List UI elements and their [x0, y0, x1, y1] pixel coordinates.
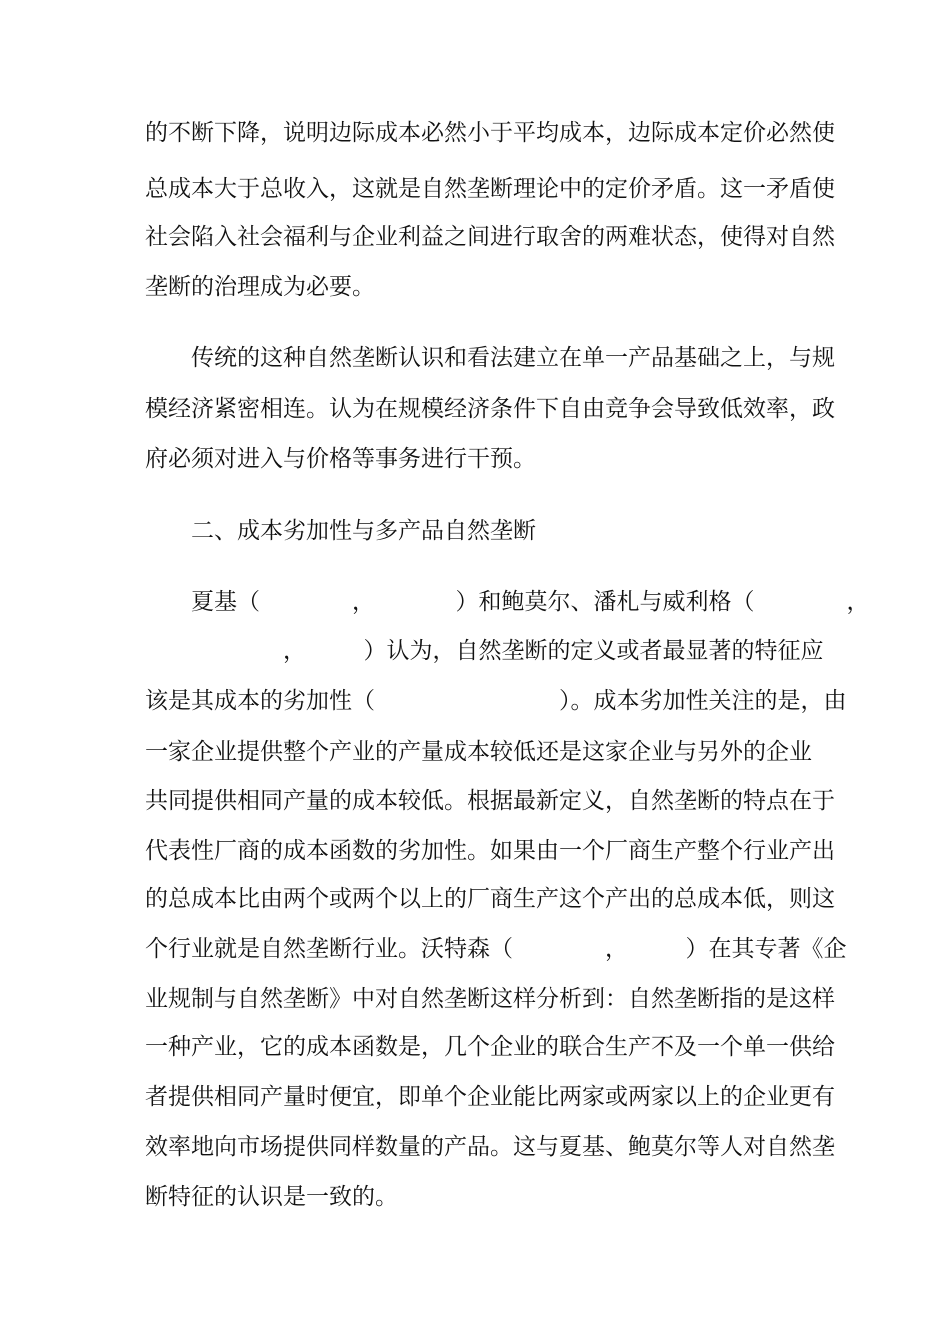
paragraph-3-line-8: 个行业就是自然垄断行业。沃特森（ ， ）在其专著《企 — [145, 936, 847, 962]
paragraph-3-line-13: 断特征的认识是一致的。 — [145, 1184, 398, 1210]
paragraph-3-line-12: 效率地向市场提供同样数量的产品。这与夏基、鲍莫尔等人对自然垄 — [145, 1134, 835, 1160]
section-heading: 二、成本劣加性与多产品自然垄断 — [191, 518, 536, 544]
paragraph-3-line-5: 共同提供相同产量的成本较低。根据最新定义，自然垄断的特点在于 — [145, 788, 835, 814]
paragraph-1-line-2: 总成本大于总收入，这就是自然垄断理论中的定价矛盾。这一矛盾使 — [145, 176, 835, 202]
paragraph-3-line-10: 一种产业，它的成本函数是，几个企业的联合生产不及一个单一供给 — [145, 1034, 835, 1060]
paragraph-1-line-4: 垄断的治理成为必要。 — [145, 274, 375, 300]
paragraph-3-line-7: 的总成本比由两个或两个以上的厂商生产这个产出的总成本低，则这 — [145, 886, 835, 912]
paragraph-1-line-1: 的不断下降，说明边际成本必然小于平均成本，边际成本定价必然使 — [145, 120, 835, 146]
paragraph-2-line-3: 府必须对进入与价格等事务进行干预。 — [145, 446, 536, 472]
paragraph-3-line-4: 一家企业提供整个产业的产量成本较低还是这家企业与另外的企业 — [145, 739, 812, 765]
paragraph-2-line-1: 传统的这种自然垄断认识和看法建立在单一产品基础之上，与规 — [191, 345, 835, 371]
paragraph-3-line-1: 夏基（ ， ）和鲍莫尔、潘札与威利格（ ， — [191, 589, 870, 615]
paragraph-3-line-9: 业规制与自然垄断》中对自然垄断这样分析到：自然垄断指的是这样 — [145, 986, 835, 1012]
paragraph-1-line-3: 社会陷入社会福利与企业利益之间进行取舍的两难状态，使得对自然 — [145, 224, 835, 250]
paragraph-3-line-6: 代表性厂商的成本函数的劣加性。如果由一个厂商生产整个行业产出 — [145, 838, 835, 864]
paragraph-3-line-11: 者提供相同产量时便宜，即单个企业能比两家或两家以上的企业更有 — [145, 1084, 835, 1110]
paragraph-3-line-3: 该是其成本的劣加性（ ）。成本劣加性关注的是，由 — [145, 688, 847, 714]
paragraph-2-line-2: 模经济紧密相连。认为在规模经济条件下自由竞争会导致低效率，政 — [145, 396, 835, 422]
paragraph-3-line-2: ， ）认为，自然垄断的定义或者最显著的特征应 — [145, 638, 824, 664]
